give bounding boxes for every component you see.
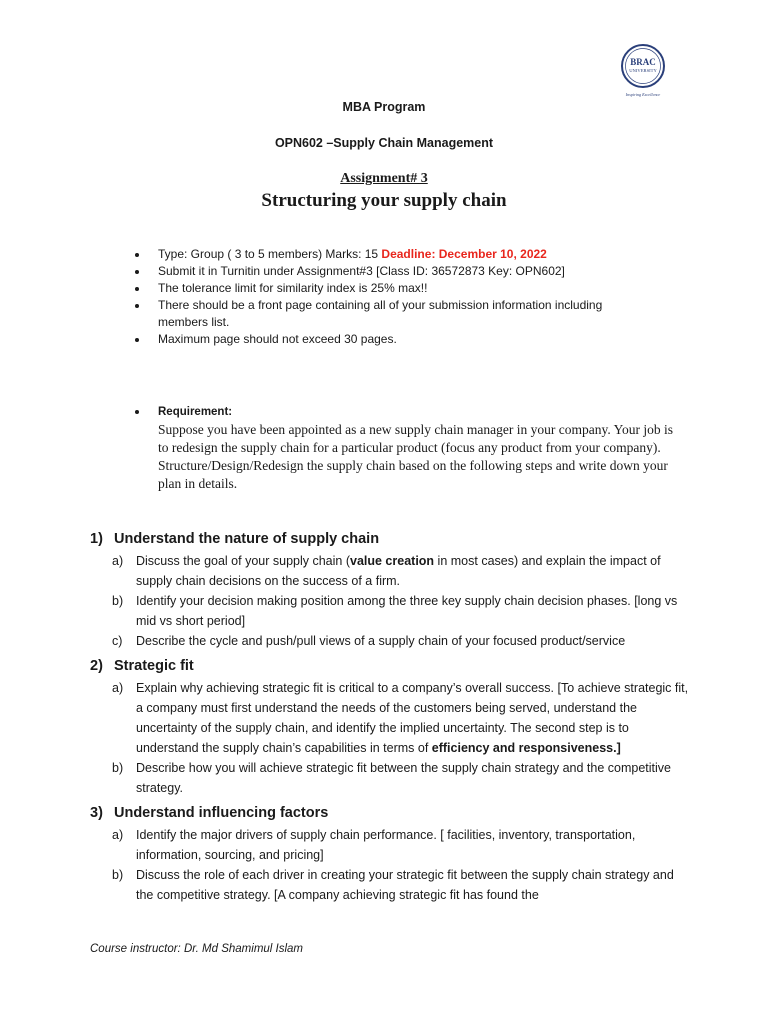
logo-line2: UNIVERSITY — [629, 68, 657, 73]
item-marker: a) — [112, 828, 124, 842]
section-heading — [90, 655, 690, 677]
list-item — [90, 591, 690, 631]
item-text: Explain why achieving strategic fit is critical to a company’s overall success. [To achieve strategic fit, a company must first understand the needs of the customers being served, understand the uncertainty of the supply chain, and identify the implied uncertainty. The second step is to understand the supply chain’s capabilities in terms of — [136, 681, 689, 755]
item-marker: a) — [112, 681, 124, 695]
item-bold-text: value creation — [350, 554, 435, 568]
item-marker: c) — [112, 634, 123, 648]
brac-university-logo — [612, 42, 674, 100]
course-heading: OPN602 –Supply Chain Management — [274, 136, 494, 150]
section-1 — [90, 528, 690, 651]
logo-line1: BRAC — [630, 57, 656, 67]
section-number: 3) — [90, 805, 103, 821]
item-text: Discuss the role of each driver in creating your strategic fit between the supply chain strategy and the competitive strategy. [A company achieving strategic fit has found the — [136, 868, 674, 902]
item-text: Identify the major drivers of supply chain performance. [ facilities, inventory, transportation, information, sourcing, and pricing] — [136, 828, 636, 862]
section-2-items — [90, 678, 690, 798]
requirement-block — [135, 405, 675, 493]
section-title: Understand influencing factors — [114, 805, 329, 821]
section-2 — [90, 655, 690, 798]
item-marker: b) — [112, 761, 124, 775]
deadline-text: Deadline: December 10, 2022 — [381, 247, 547, 261]
program-heading: MBA Program — [342, 100, 426, 114]
course-instructor-footer: Course instructor: Dr. Md Shamimul Islam — [90, 943, 304, 955]
list-item — [90, 678, 690, 758]
list-item — [90, 865, 690, 905]
item-marker: a) — [112, 554, 124, 568]
info-item-max-pages: Maximum page should not exceed 30 pages. — [135, 331, 655, 348]
info-item-front-page: There should be a front page containing all of your submission information including members list. — [135, 297, 655, 331]
section-heading — [90, 528, 690, 550]
item-text: Identify your decision making position among the three key supply chain decision phases. [long vs mid vs short period] — [136, 594, 678, 628]
list-item — [90, 631, 690, 651]
requirement-text: Suppose you have been appointed as a new supply chain manager in your company. Your job is to redesign the supply chain for a particular product (focus any product from your company). Structure/Design/Redesign the supply chain based on the following steps and write down your plan in details. — [158, 422, 674, 491]
section-1-items — [90, 551, 690, 651]
list-item — [90, 758, 690, 798]
info-item-tolerance: The tolerance limit for similarity index is 25% max!! — [135, 280, 655, 297]
list-item — [90, 825, 690, 865]
section-number: 2) — [90, 658, 103, 674]
list-item — [90, 551, 690, 591]
section-3 — [90, 802, 690, 905]
item-marker: b) — [112, 868, 124, 882]
section-heading — [90, 802, 690, 824]
logo-tagline: Inspiring Excellence — [625, 92, 661, 97]
type-text: Type: Group ( 3 to 5 members) Marks: 15 — [158, 247, 382, 261]
assignment-number: Assignment# 3 — [340, 171, 428, 186]
item-marker: b) — [112, 594, 124, 608]
info-item-submit: Submit it in Turnitin under Assignment#3 [Class ID: 36572873 Key: OPN602] — [135, 263, 655, 280]
section-number: 1) — [90, 531, 103, 547]
item-text: in most cases) and explain the impact of supply chain decisions on the success of a firm. — [136, 554, 661, 588]
assignment-title: Structuring your supply chain — [261, 190, 507, 211]
info-item-type — [135, 246, 655, 263]
section-title: Understand the nature of supply chain — [114, 531, 380, 547]
requirement-label: Requirement: — [135, 405, 675, 419]
submission-info-list — [135, 246, 655, 348]
item-bold-text: efficiency and responsiveness.] — [431, 741, 621, 755]
sections-list — [90, 528, 690, 909]
item-text: Discuss the goal of your supply chain ( — [136, 554, 350, 568]
item-text: Describe the cycle and push/pull views of a supply chain of your focused product/service — [136, 634, 626, 648]
section-3-items — [90, 825, 690, 905]
section-title: Strategic fit — [114, 658, 194, 674]
item-text: Describe how you will achieve strategic fit between the supply chain strategy and the competitive strategy. — [136, 761, 672, 795]
